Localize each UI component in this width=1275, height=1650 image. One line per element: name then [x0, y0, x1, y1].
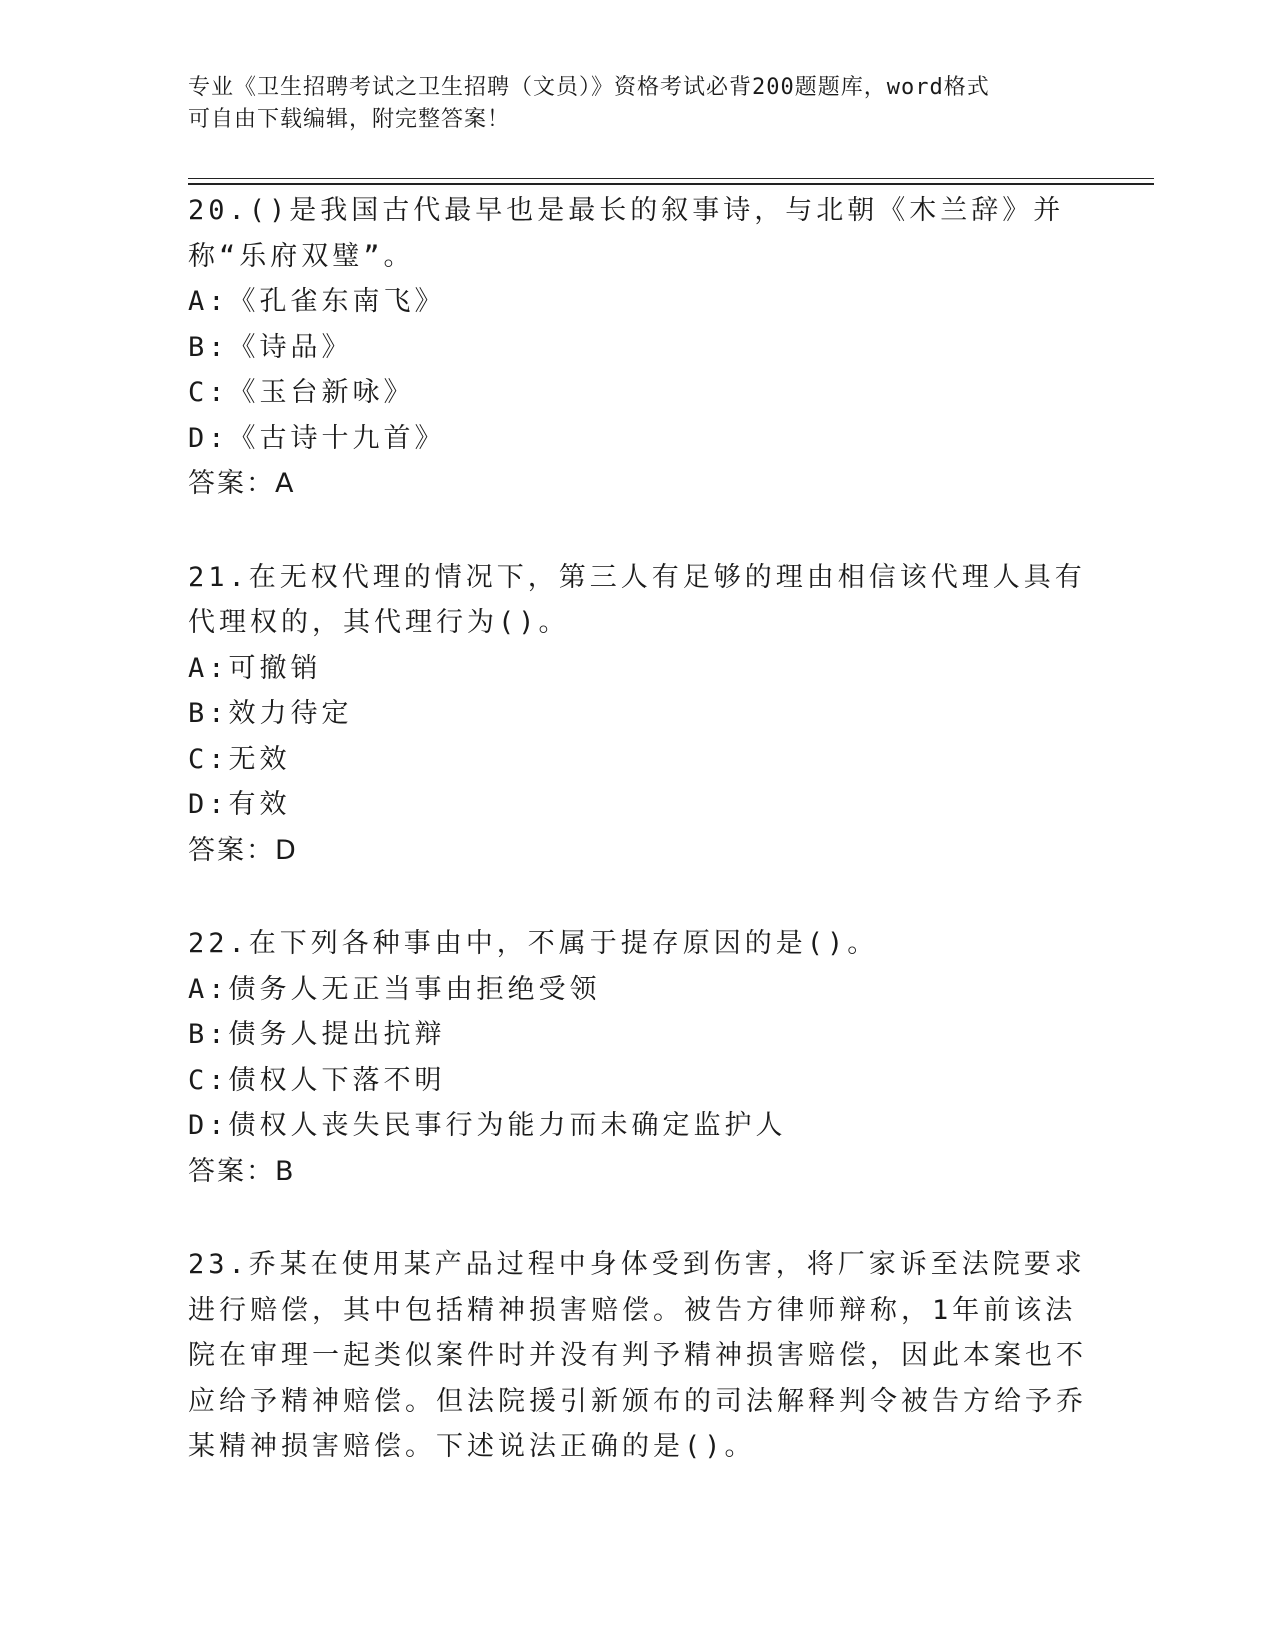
option-d: D:债权人丧失民事行为能力而未确定监护人	[188, 1110, 787, 1141]
question-stem: 20.()是我国古代最早也是最长的叙事诗，与北朝《木兰辞》并称“乐府双璧”。	[188, 195, 1065, 272]
question-stem: 22.在下列各种事由中，不属于提存原因的是()。	[188, 928, 879, 959]
option-a: A:可撤销	[188, 652, 322, 684]
header-line-1: 专业《卫生招聘考试之卫生招聘（文员）》资格考试必背200题题库，word格式	[188, 75, 990, 100]
question-list	[188, 188, 1088, 1518]
header-line-2: 可自由下载编辑，附完整答案！	[188, 107, 511, 132]
option-a: A:《孔雀东南飞》	[188, 286, 446, 317]
header-divider-thick	[188, 183, 1154, 185]
question-21	[188, 555, 1088, 874]
question-23	[188, 1242, 1088, 1470]
answer: 答案：D	[188, 834, 298, 866]
option-b: B:效力待定	[188, 698, 353, 729]
answer: 答案：A	[188, 468, 296, 499]
option-c: C:《玉台新咏》	[188, 377, 415, 408]
answer: 答案：B	[188, 1155, 296, 1187]
option-b: B:《诗品》	[188, 331, 353, 363]
question-stem: 23.乔某在使用某产品过程中身体受到伤害，将厂家诉至法院要求进行赔偿，其中包括精神损害赔偿。被告方律师辩称，1年前该法院在审理一起类似案件时并没有判予精神损害赔偿，因此本案也不应给予精神赔偿。但法院援引新颁布的司法解释判令被告方给予乔某精神损害赔偿。下述说法正确的是()。	[188, 1249, 1087, 1462]
header-divider-thin	[188, 178, 1154, 179]
option-d: D:有效	[188, 789, 291, 820]
document-header	[188, 72, 1088, 136]
option-c: C:债权人下落不明	[188, 1064, 446, 1096]
question-20	[188, 188, 1088, 507]
option-b: B:债务人提出抗辩	[188, 1019, 446, 1050]
option-a: A:债务人无正当事由拒绝受领	[188, 973, 601, 1005]
option-c: C:无效	[188, 743, 291, 775]
question-stem: 21.在无权代理的情况下，第三人有足够的理由相信该代理人具有代理权的，其代理行为()。	[188, 561, 1086, 638]
question-22	[188, 921, 1088, 1194]
option-d: D:《古诗十九首》	[188, 422, 446, 454]
